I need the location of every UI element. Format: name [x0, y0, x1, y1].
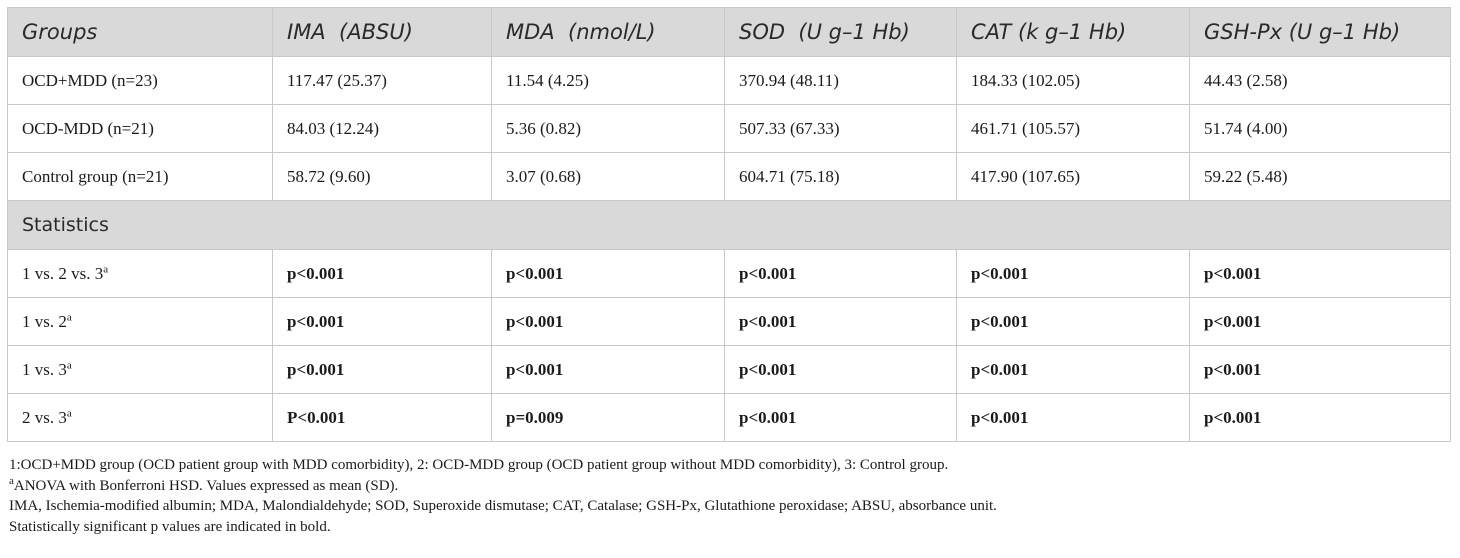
group-label: Control group (n=21): [8, 153, 273, 201]
table-cell: 507.33 (67.33): [725, 105, 957, 153]
statistics-section-label: Statistics: [8, 201, 1451, 250]
table-cell: 3.07 (0.68): [492, 153, 725, 201]
stat-row: [8, 298, 1451, 346]
group-label: OCD+MDD (n=23): [8, 57, 273, 105]
table-cell: 84.03 (12.24): [273, 105, 492, 153]
statistics-section-row: [8, 201, 1451, 250]
p-value-cell: P<0.001: [273, 394, 492, 442]
p-value-cell: p<0.001: [725, 346, 957, 394]
table-footnotes: [9, 455, 1439, 537]
p-value-cell: p<0.001: [273, 250, 492, 298]
stat-row: [8, 394, 1451, 442]
table-cell: 11.54 (4.25): [492, 57, 725, 105]
header-groups: Groups: [8, 8, 273, 57]
table-cell: 604.71 (75.18): [725, 153, 957, 201]
table-cell: 417.90 (107.65): [957, 153, 1190, 201]
header-gshpx: GSH-Px (U g–1 Hb): [1190, 8, 1451, 57]
footnote-bold-note: Statistically significant p values are indicated in bold.: [9, 518, 331, 535]
table-row: [8, 105, 1451, 153]
p-value-cell: p<0.001: [273, 346, 492, 394]
p-value-cell: p<0.001: [492, 250, 725, 298]
stat-row: [8, 250, 1451, 298]
table-cell: 117.47 (25.37): [273, 57, 492, 105]
p-value-cell: p<0.001: [1190, 394, 1451, 442]
table-cell: 370.94 (48.11): [725, 57, 957, 105]
table-cell: 44.43 (2.58): [1190, 57, 1451, 105]
p-value-cell: p<0.001: [957, 250, 1190, 298]
comparison-label: 1 vs. 3$^a$: [8, 346, 273, 394]
stat-row: [8, 346, 1451, 394]
p-value-cell: p<0.001: [725, 250, 957, 298]
p-value-cell: p<0.001: [1190, 346, 1451, 394]
p-value-cell: p<0.001: [725, 394, 957, 442]
p-value-cell: p=0.009: [492, 394, 725, 442]
table-cell: 184.33 (102.05): [957, 57, 1190, 105]
table-row: [8, 153, 1451, 201]
p-value-cell: p<0.001: [957, 394, 1190, 442]
results-table: [7, 7, 1451, 442]
header-sod: SOD (U g–1 Hb): [725, 8, 957, 57]
p-value-cell: p<0.001: [1190, 298, 1451, 346]
p-value-cell: p<0.001: [492, 346, 725, 394]
p-value-cell: p<0.001: [957, 346, 1190, 394]
footnote-statistics: $^a$ANOVA with Bonferroni HSD. Values expressed as mean (SD).: [9, 474, 399, 494]
table-row: [8, 57, 1451, 105]
p-value-cell: p<0.001: [725, 298, 957, 346]
table-cell: 51.74 (4.00): [1190, 105, 1451, 153]
header-mda: MDA (nmol/L): [492, 8, 725, 57]
table-cell: 461.71 (105.57): [957, 105, 1190, 153]
comparison-label: 1 vs. 2$^a$: [8, 298, 273, 346]
footnote-abbreviations: IMA, Ischemia-modified albumin; MDA, Malondialdehyde; SOD, Superoxide dismutase; CAT, Catalase; GSH-Px, Glutathione peroxidase; ABSU, absorbance unit.: [9, 498, 997, 514]
table-cell: 5.36 (0.82): [492, 105, 725, 153]
footnote-group-key: 1:OCD+MDD group (OCD patient group with MDD comorbidity), 2: OCD-MDD group (OCD patient group without MDD comorbidity), 3: Control group.: [9, 457, 949, 473]
header-row: [8, 8, 1451, 57]
comparison-label: 2 vs. 3$^a$: [8, 394, 273, 442]
p-value-cell: p<0.001: [273, 298, 492, 346]
p-value-cell: p<0.001: [492, 298, 725, 346]
table-cell: 58.72 (9.60): [273, 153, 492, 201]
comparison-label: 1 vs. 2 vs. 3$^a$: [8, 250, 273, 298]
table-container: [7, 7, 1450, 442]
table-cell: 59.22 (5.48): [1190, 153, 1451, 201]
header-cat: CAT (k g–1 Hb): [957, 8, 1190, 57]
p-value-cell: p<0.001: [1190, 250, 1451, 298]
p-value-cell: p<0.001: [957, 298, 1190, 346]
group-label: OCD-MDD (n=21): [8, 105, 273, 153]
header-ima: IMA (ABSU): [273, 8, 492, 57]
